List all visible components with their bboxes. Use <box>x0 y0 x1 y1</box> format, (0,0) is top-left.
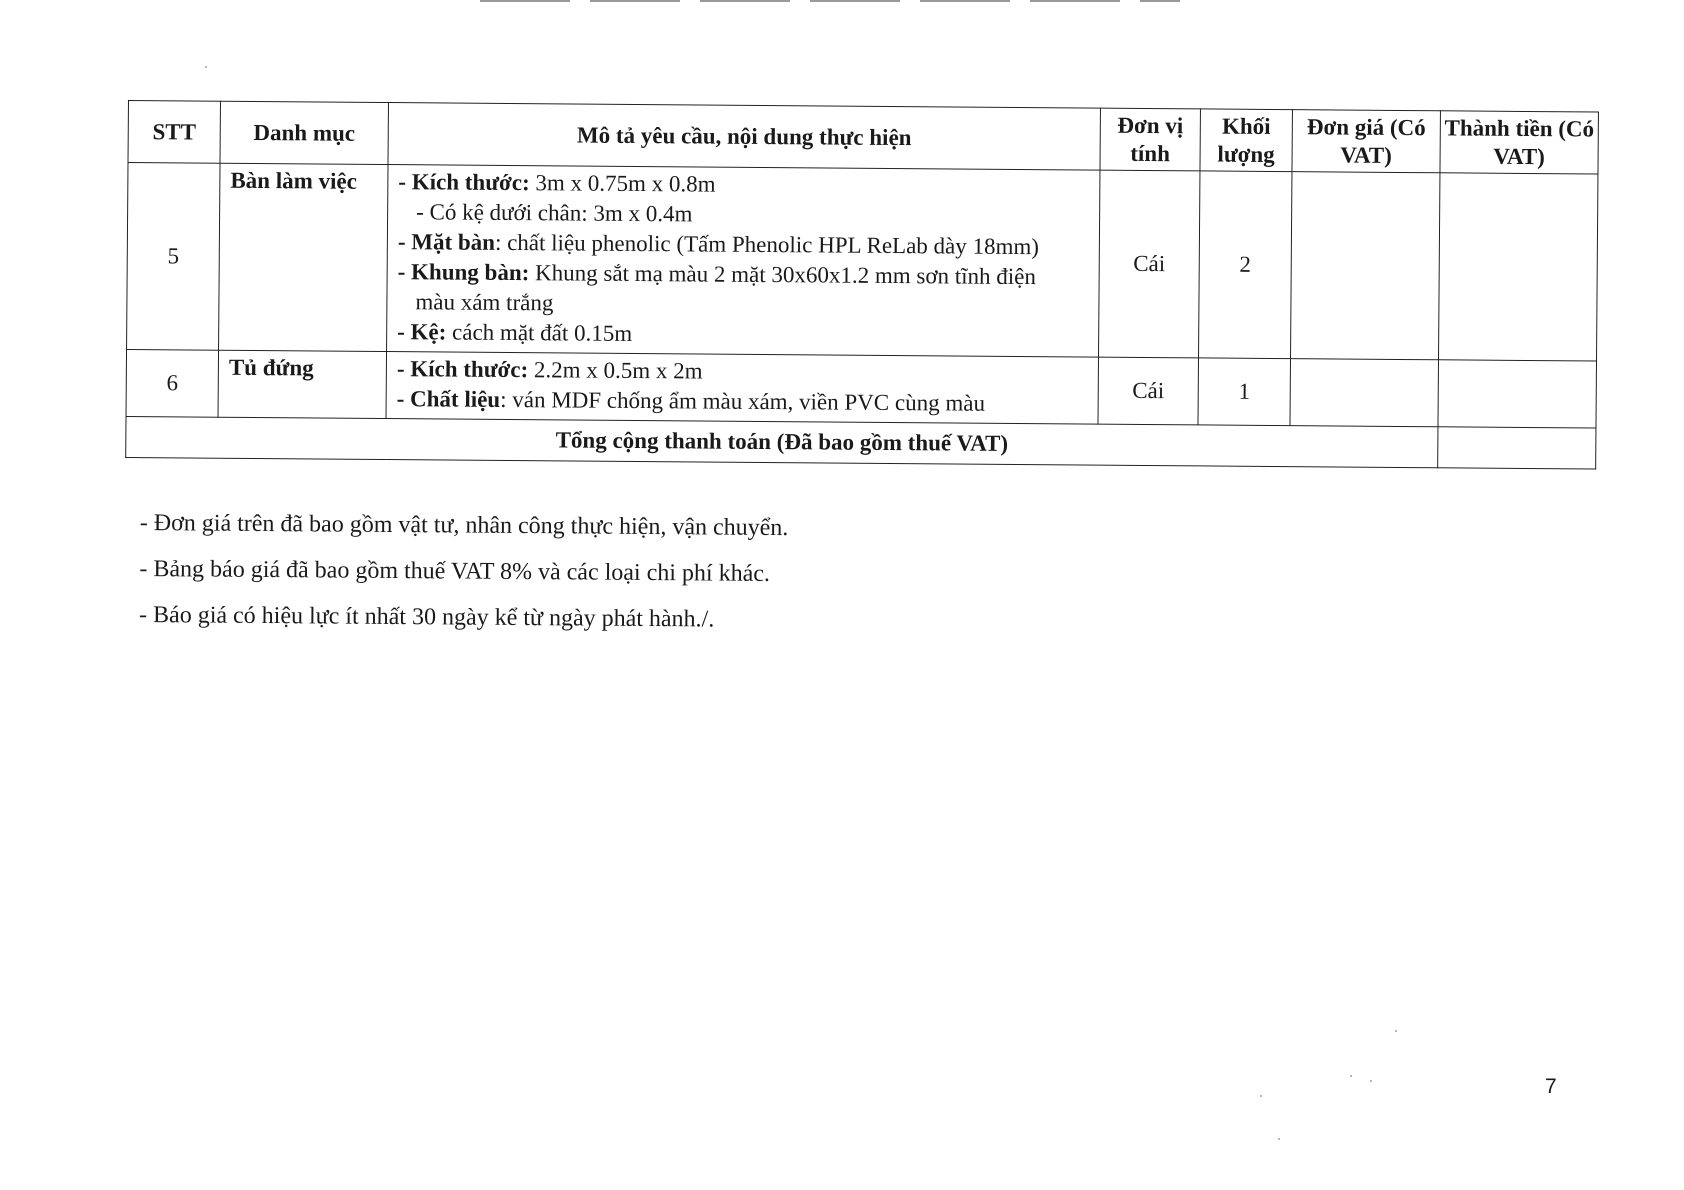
description-line: - Chất liệu: ván MDF chống ẩm màu xám, viền PVC cùng màu <box>396 386 986 416</box>
row-description <box>386 352 1099 425</box>
scan-speck <box>1260 1095 1262 1097</box>
header-stt: STT <box>128 101 220 164</box>
header-unit-price: Đơn giá (Có VAT) <box>1292 110 1440 173</box>
table-header-row <box>128 101 1598 175</box>
note-line: - Báo giá có hiệu lực ít nhất 30 ngày kể từ ngày phát hành./. <box>138 601 715 633</box>
scan-speck <box>1278 1138 1280 1140</box>
description-line: - Mặt bàn: chất liệu phenolic (Tấm Phenolic HPL ReLab dày 18mm) <box>397 229 1040 260</box>
total-value <box>1438 427 1596 469</box>
scan-speck <box>1395 1030 1397 1032</box>
row-total <box>1438 360 1597 428</box>
header-quantity: Khối lượng <box>1200 109 1292 172</box>
row-unit-price <box>1291 172 1440 360</box>
description-line: - Khung bàn: Khung sắt mạ màu 2 mặt 30x60x1.2 mm sơn tĩnh điện <box>397 259 1037 290</box>
header-category: Danh mục <box>220 101 388 164</box>
page-number: 7 <box>1545 1075 1557 1098</box>
row-description <box>387 165 1100 358</box>
row-category: Bàn làm việc <box>219 163 388 351</box>
header-unit: Đơn vị tính <box>1100 108 1200 171</box>
table-row <box>126 349 1596 428</box>
description-line: - Kích thước: 3m x 0.75m x 0.8m <box>398 169 716 197</box>
row-stt: 6 <box>126 349 219 417</box>
description-line: màu xám trắng <box>415 289 554 316</box>
note-line: - Đơn giá trên đã bao gồm vật tư, nhân công thực hiện, vận chuyển. <box>139 509 789 542</box>
description-line: - Kệ: cách mặt đất 0.15m <box>397 319 633 346</box>
description-line: - Có kệ dưới chân: 3m x 0.4m <box>416 199 693 227</box>
notes-block <box>139 500 789 643</box>
row-unit-price <box>1290 359 1439 427</box>
scan-speck <box>1350 1075 1352 1077</box>
row-total <box>1439 173 1598 361</box>
scan-speck <box>205 66 207 68</box>
row-quantity: 2 <box>1199 171 1292 359</box>
scan-speck <box>1370 1080 1372 1082</box>
description-line: - Kích thước: 2.2m x 0.5m x 2m <box>396 356 703 384</box>
total-label: Tổng cộng thanh toán (Đã bao gồm thuế VAT) <box>126 416 1438 467</box>
quotation-table <box>125 100 1599 470</box>
row-unit: Cái <box>1099 170 1200 358</box>
note-line: - Bảng báo giá đã bao gồm thuế VAT 8% và các loại chi phí khác. <box>139 555 771 587</box>
table-row <box>127 163 1598 362</box>
header-total: Thành tiền (Có VAT) <box>1440 111 1598 174</box>
row-unit: Cái <box>1098 357 1199 425</box>
row-quantity: 1 <box>1198 358 1291 426</box>
row-stt: 5 <box>127 163 220 351</box>
top-scan-rule <box>480 0 1180 2</box>
header-description: Mô tả yêu cầu, nội dung thực hiện <box>388 103 1100 171</box>
row-category: Tủ đứng <box>218 350 387 418</box>
